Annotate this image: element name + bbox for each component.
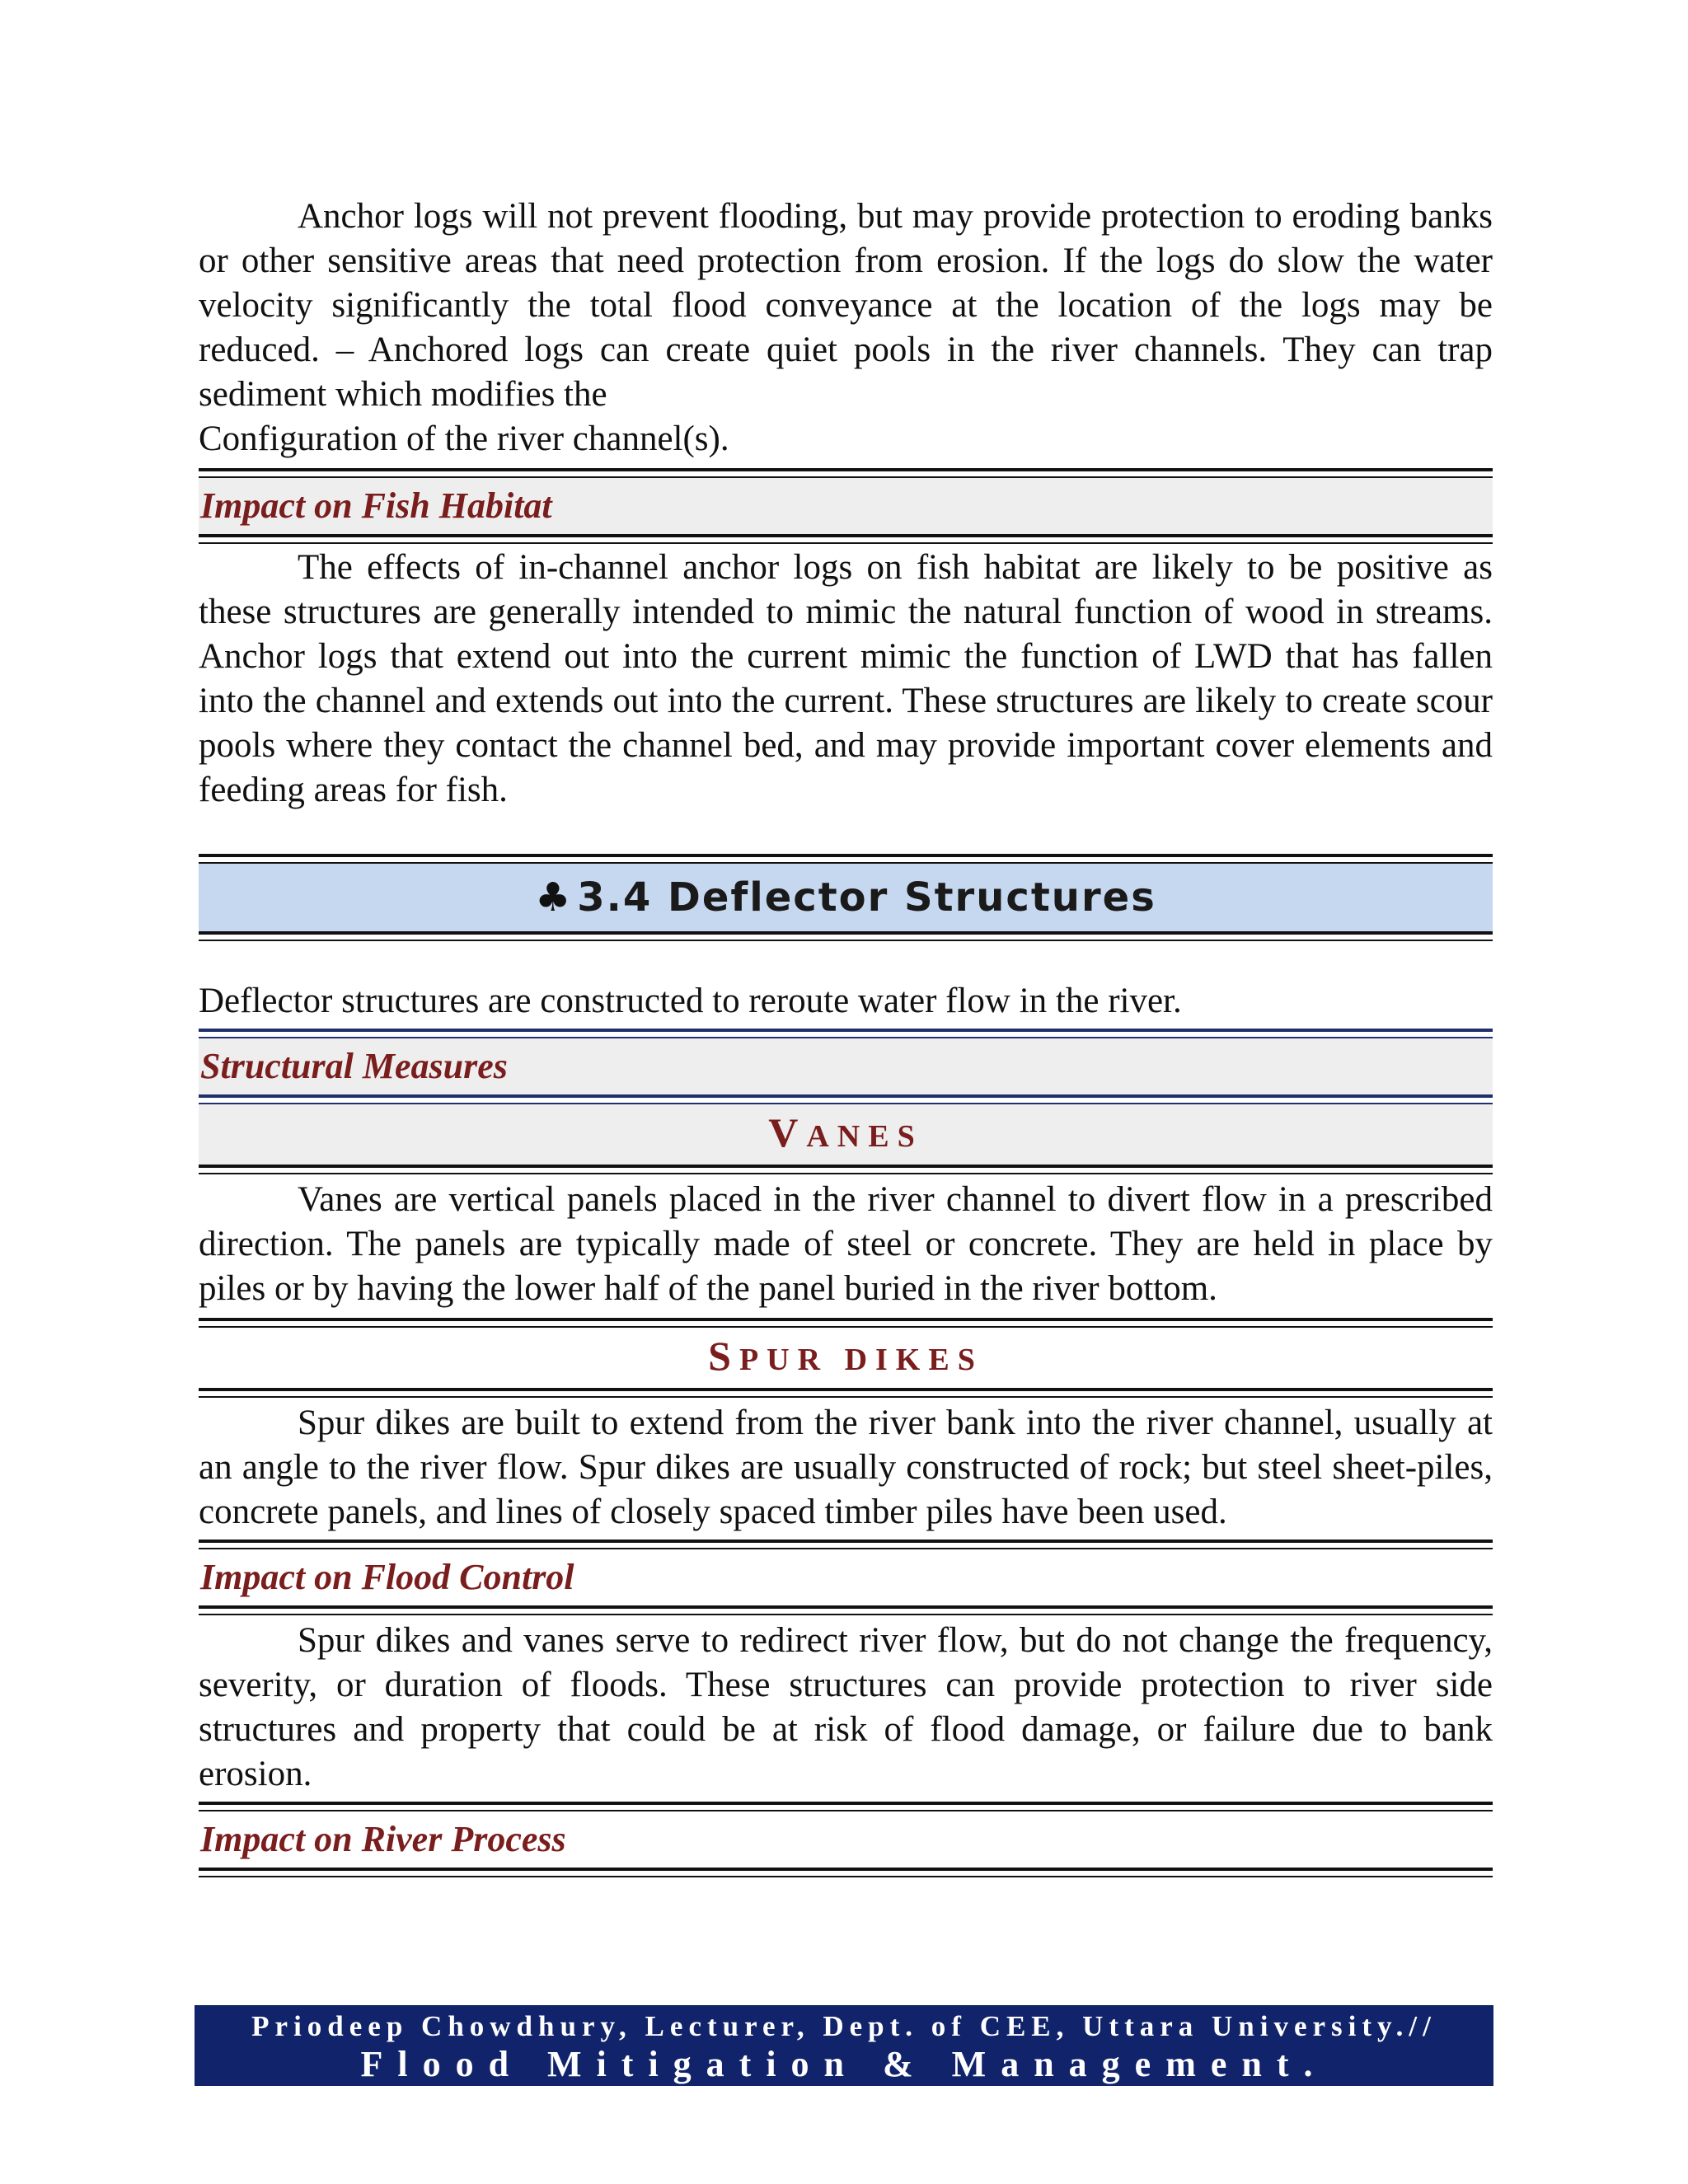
rule xyxy=(199,1868,1493,1877)
deflector-intro: Deflector structures are constructed to reroute water flow in the river. xyxy=(199,982,1182,1020)
section-title-text: 3.4 Deflector Structures xyxy=(577,874,1156,921)
club-icon: ♣ xyxy=(535,874,573,921)
vanes-heading xyxy=(199,1104,1493,1165)
page-footer xyxy=(195,2005,1493,2086)
fish-habitat-paragraph: The effects of in-channel anchor logs on fish habitat are likely to be positive as these structures are generally intended to mimic the natural function of wood in streams. Anchor logs that extend out into the current mimic the function of LWD that has fallen into the channel and extends out into the current. These structures are likely to create scour pools where they contact the channel bed, and may provide important cover elements and feeding areas for fish. xyxy=(199,548,1493,809)
rule xyxy=(199,1802,1493,1811)
anchor-logs-text: Anchor logs will not prevent flooding, but may provide protection to eroding banks or other sensitive areas that need protection from erosion. If the logs do slow the water velocity significantly the total flood conveyance at the location of the logs may be reduced. – Anchored logs can create quiet pools in the river channels. They can trap sediment which modifies the xyxy=(199,197,1493,414)
rule xyxy=(199,534,1493,544)
anchor-logs-paragraph xyxy=(199,194,1493,462)
rule xyxy=(199,1029,1493,1038)
flood-control-paragraph: Spur dikes and vanes serve to redirect river flow, but do not change the frequency, severity, or duration of floods. These structures can provide protection to river side structures and property that could be at risk of flood damage, or failure due to bank erosion. xyxy=(199,1621,1493,1793)
spur-dikes-initial: S xyxy=(708,1333,739,1379)
rule xyxy=(199,468,1493,478)
footer-author-line: Priodeep Chowdhury, Lecturer, Dept. of CEE, Uttara University.// xyxy=(251,2010,1437,2042)
rule xyxy=(199,1165,1493,1174)
river-process-heading: Impact on River Process xyxy=(199,1811,1493,1868)
spur-dikes-rest: PUR DIKES xyxy=(738,1343,983,1377)
footer-title-line: Flood Mitigation & Management. xyxy=(360,2044,1328,2084)
rule xyxy=(199,1540,1493,1549)
rule xyxy=(199,1318,1493,1328)
anchor-logs-last-line: Configuration of the river channel(s). xyxy=(199,419,729,458)
vanes-paragraph: Vanes are vertical panels placed in the river channel to divert flow in a prescribed direction. The panels are typically made of steel or concrete. They are held in place by piles or by having the lower half of the panel buried in the river bottom. xyxy=(199,1180,1493,1308)
rule xyxy=(199,1605,1493,1615)
rule xyxy=(199,931,1493,941)
structural-measures-heading: Structural Measures xyxy=(199,1038,1493,1094)
vanes-rest: ANES xyxy=(806,1119,923,1154)
page-content xyxy=(199,194,1493,1877)
fish-habitat-heading: Impact on Fish Habitat xyxy=(199,478,1493,534)
flood-control-heading: Impact on Flood Control xyxy=(199,1549,1493,1605)
section-title xyxy=(199,864,1493,931)
rule xyxy=(199,1094,1493,1104)
vanes-initial: V xyxy=(768,1109,807,1155)
rule xyxy=(199,854,1493,864)
section-header xyxy=(199,854,1493,941)
spur-dikes-heading xyxy=(199,1328,1493,1388)
spur-dikes-paragraph: Spur dikes are built to extend from the river bank into the river channel, usually at an angle to the river flow. Spur dikes are usually constructed of rock; but steel sheet-piles, concrete panels, and lines of closely spaced timber piles have been used. xyxy=(199,1404,1493,1531)
rule xyxy=(199,1388,1493,1398)
